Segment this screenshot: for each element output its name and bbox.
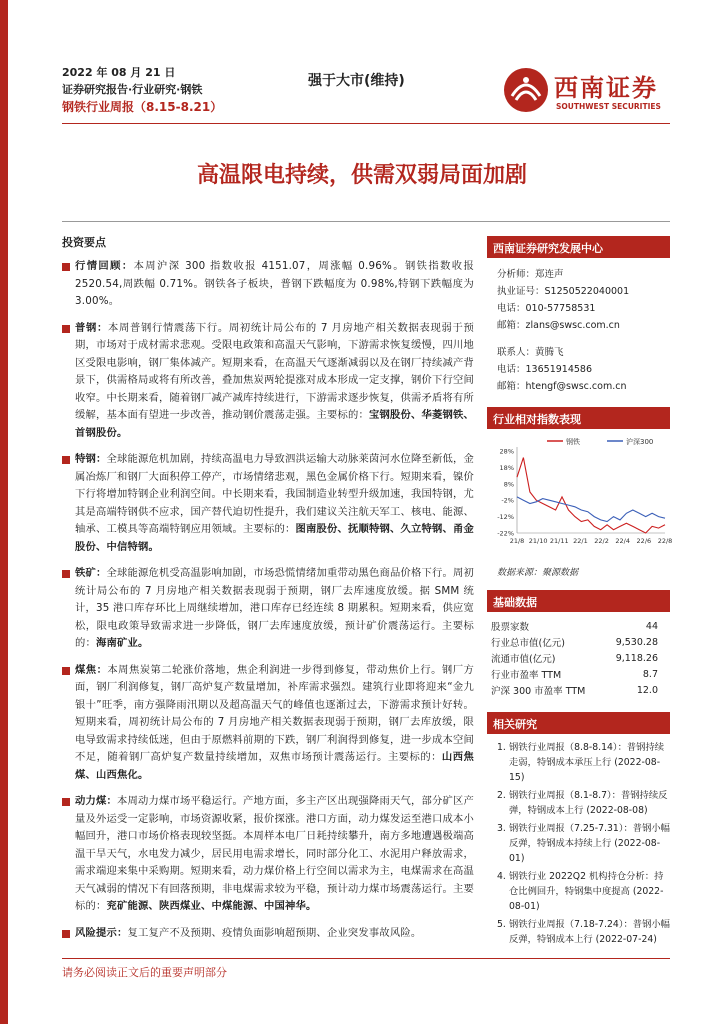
paragraph-label: 普钢： — [75, 321, 108, 334]
weekly-title: 钢铁行业周报（8.15-8.21） — [62, 100, 223, 114]
analyst-field-label: 分析师： — [497, 269, 536, 280]
related-num: 1. — [497, 742, 506, 753]
contact-info — [487, 344, 670, 395]
title-divider — [62, 221, 670, 222]
series-line — [517, 458, 665, 533]
x-tick-label: 21/10 — [528, 537, 548, 545]
paragraph-list — [62, 258, 474, 942]
related-item — [497, 788, 670, 818]
related-num: 2. — [497, 790, 506, 801]
paragraph-body: 本周动力煤市场平稳运行。产地方面，多主产区出现强降雨天气，部分矿区产量及外运受一定影响，市场资源收紧，报价探涨。港口方面，动力煤发运至港口成本小幅回升，港口市场价格表现较坚挺。本周样本电厂日耗持续攀升，南方多地遭遇极端高温干旱天气，水电发力减少，居民用电需求增长，同时部分化工、水泥用户释放需求，需求端迎来集中采购期。短期来看，动力煤价格上行空间以需求为主，电煤需求在高温天气减弱的情况下有回落预期，非电煤需求较为平稳，预计动力煤市场震荡运行。主要标的： — [75, 795, 474, 912]
x-tick-label: 22/6 — [636, 537, 652, 545]
logo-cn: 西南证券 — [554, 73, 658, 102]
paragraph-targets: 兖矿能源、陕西煤业、中煤能源、中国神华。 — [106, 900, 317, 912]
basic-data-value: 44 — [645, 620, 658, 632]
basic-data-value: 8.7 — [642, 668, 658, 680]
index-chart-svg — [487, 433, 673, 553]
paragraph-label: 煤焦： — [75, 663, 108, 676]
basic-data-label: 流通市值(亿元) — [491, 654, 556, 665]
contact-field-value: 黄腾飞 — [535, 347, 564, 358]
basic-data-row — [487, 666, 670, 682]
highlight-paragraph — [62, 451, 474, 556]
contact-field-value: 13651914586 — [525, 364, 593, 375]
contact-field — [487, 361, 670, 378]
legend-label: 沪深300 — [626, 438, 654, 446]
report-type: 证券研究报告·行业研究·钢铁 — [62, 83, 203, 96]
highlight-paragraph — [62, 565, 474, 653]
paragraph-label: 特钢： — [75, 453, 107, 465]
related-research-bar: 相关研究 — [487, 712, 670, 734]
y-tick-label: -12% — [497, 513, 514, 522]
y-tick-label: -22% — [497, 529, 514, 538]
bullet-icon — [62, 456, 70, 464]
main-content — [62, 234, 474, 951]
x-tick-label: 22/2 — [594, 537, 609, 545]
y-tick-label: 8% — [503, 480, 514, 489]
contact-field-label: 电话： — [497, 364, 526, 375]
analyst-field-label: 电话： — [497, 303, 526, 314]
bullet-icon — [62, 798, 70, 806]
paragraph-text — [75, 320, 474, 443]
paragraph-body: 全球能源危机受高温影响加剧，市场恐慌情绪加重带动黑色商品价格下行。周初统计局公布的 7 月房地产相关数据表现弱于预期，钢厂去库速度放缓。据 SMM 统计，35 港口库存环比上周继续增加，港口库存已经连续 8 期累积。短期来看，供应宽松，限电政策导致需求进一步降低，钢厂去库速度放缓，预计矿价震荡运行。主要标的： — [75, 567, 474, 649]
legend-label: 钢铁 — [566, 438, 580, 446]
research-center-bar: 西南证券研究发展中心 — [487, 236, 670, 258]
analyst-field — [487, 317, 670, 334]
related-item — [497, 821, 670, 866]
basic-data-value: 12.0 — [636, 684, 658, 696]
related-research-list — [487, 740, 670, 947]
basic-data-row — [487, 634, 670, 650]
paragraph-body: 复工复产不及预期、疫情负面影响超预期、企业突发事故风险。 — [127, 926, 422, 939]
paragraph-text — [75, 565, 474, 653]
header-divider — [62, 123, 670, 124]
rating: 强于大市(维持) — [308, 73, 405, 89]
x-tick-label: 22/8 — [657, 537, 673, 545]
related-text[interactable]: 钢铁行业周报（8.8-8.14）：普钢持续走弱，特钢成本承压上行 (2022-08-15) — [509, 742, 665, 783]
bullet-icon — [62, 930, 70, 938]
basic-data-label: 股票家数 — [491, 622, 530, 633]
related-text[interactable]: 钢铁行业 2022Q2 机构持仓分析：持仓比例回升，特钢集中度提高 (2022-08-01) — [509, 871, 664, 912]
paragraph-text — [75, 925, 421, 943]
bullet-icon — [62, 263, 70, 271]
contact-field-label: 联系人： — [497, 347, 536, 358]
left-accent-bar — [0, 0, 8, 1024]
analyst-field — [487, 283, 670, 300]
paragraph-label: 风险提示： — [75, 926, 128, 939]
related-text[interactable]: 钢铁行业周报（7.18-7.24）：普钢小幅反弹，特钢成本上行 (2022-07-24) — [509, 919, 670, 945]
basic-data-row — [487, 650, 670, 666]
highlight-paragraph — [62, 258, 474, 311]
basic-data-value: 9,530.28 — [615, 636, 658, 648]
contact-field — [487, 344, 670, 361]
highlight-paragraph — [62, 662, 474, 785]
paragraph-label: 铁矿： — [75, 567, 107, 579]
basic-data-row — [487, 682, 670, 698]
related-item — [497, 917, 670, 947]
highlight-paragraph — [62, 320, 474, 443]
paragraph-body: 本周沪深 300 指数收报 4151.07，周涨幅 0.96%。钢铁指数收报 2520.54,周跌幅 0.71%。钢铁各子板块，普钢下跌幅度为 0.98%,特钢下跌幅度为 3.00%。 — [75, 260, 474, 307]
bullet-icon — [62, 667, 70, 675]
disclaimer-note: 请务必阅读正文后的重要声明部分 — [62, 966, 227, 979]
paragraph-text — [75, 258, 474, 311]
paragraph-label: 动力煤： — [75, 795, 117, 807]
series-line — [517, 497, 665, 522]
x-tick-label: 21/8 — [509, 537, 525, 545]
y-tick-label: 18% — [499, 463, 514, 472]
analyst-field — [487, 300, 670, 317]
y-tick-label: 28% — [499, 447, 514, 456]
report-date: 2022 年 08 月 21 日 — [62, 66, 176, 79]
basic-data-label: 行业总市值(亿元) — [491, 638, 565, 649]
analyst-field-label: 执业证号： — [497, 286, 545, 297]
basic-data-value: 9,118.26 — [615, 652, 658, 664]
basic-data-label: 沪深 300 市盈率 TTM — [491, 686, 586, 697]
paragraph-targets: 图南股份、抚顺特钢、久立特钢、甬金股份、中信特钢。 — [75, 523, 474, 553]
sidebar — [487, 236, 673, 950]
basic-data-table — [487, 618, 670, 698]
analyst-info — [487, 266, 670, 334]
paragraph-targets: 山西焦煤、山西焦化。 — [75, 751, 474, 781]
report-title: 高温限电持续，供需双弱局面加剧 — [196, 163, 527, 188]
paragraph-text — [75, 662, 474, 785]
investment-highlights-heading: 投资要点 — [62, 236, 106, 249]
index-performance-bar: 行业相对指数表现 — [487, 407, 670, 429]
contact-field-value: htengf@swsc.com.cn — [525, 381, 627, 392]
company-logo — [500, 62, 675, 120]
related-text[interactable]: 钢铁行业周报（7.25-7.31）：普钢小幅反弹，特钢成本持续上行 (2022-08-01) — [509, 823, 670, 864]
paragraph-targets: 宝钢股份、华菱钢铁、首钢股份。 — [75, 409, 474, 439]
x-tick-label: 21/11 — [549, 537, 569, 545]
contact-field-label: 邮箱： — [497, 381, 526, 392]
basic-data-label: 行业市盈率 TTM — [491, 670, 562, 681]
logo-emblem-icon — [502, 66, 550, 114]
analyst-field-value: S1250522040001 — [544, 286, 630, 297]
paragraph-text — [75, 793, 474, 916]
paragraph-body: 本周焦炭第二轮涨价落地，焦企利润进一步得到修复，带动焦价上行。钢厂方面，钢厂利润修复，钢厂高炉复产数量增加，补库需求强烈。建筑行业即将迎来“金九银十”旺季，南方强降雨汛期以及超高温天气的峰值也逐渐过去，下游需求预计好转。短期来看，周初统计局公布的 7 月房地产相关数据表现弱于预期，钢厂去库放缓，限电导致需求持续低迷，但由于原燃料前期的下跌，钢厂利润得到修复，进一步成本空间不足，随着钢厂高炉复产数量持续增加，双焦市场预计震荡运行。主要标的： — [75, 663, 474, 763]
x-tick-label: 22/1 — [573, 537, 588, 545]
paragraph-body: 本周普钢行情震荡下行。周初统计局公布的 7 月房地产相关数据表现弱于预期，市场对于成材需求悲观。受限电政策和高温天气影响，下游需求恢复缓慢，四川地区受限电影响，钢厂集体减产。短期来看，在高温天气逐渐减弱以及在钢厂持续减产背景下，供需格局或将有所改善，叠加焦炭两轮提涨对成本形成一定支撑，钢价下行空间收窄。中长期来看，随着钢厂减产减库持续进行，下游需求逐步恢复，供需矛盾将有所缓解，基本面有望进一步改善，推动钢价震荡走强。主要标的： — [75, 321, 474, 421]
related-item — [497, 740, 670, 785]
paragraph-body: 全球能源危机加剧，持续高温电力导致泗洪运输大动脉莱茵河水位降至新低，金属冶炼厂和钢厂大面积停工停产，市场情绪悲观，黑色金属价格下行。短期来看，镍价下行将增加特钢企业利润空间。中长期来看，我国制造业转型升级加速，我国特钢，尤其是高端特钢供不应求，国产替代迫切性提升，我们建议关注航天军工、核电、能源、轴承、工模具等高端特钢应用领域。主要标的： — [75, 453, 474, 535]
x-tick-label: 22/4 — [615, 537, 631, 545]
y-tick-label: -2% — [501, 496, 514, 505]
basic-data-row — [487, 618, 670, 634]
contact-field — [487, 378, 670, 395]
related-num: 5. — [497, 919, 506, 930]
data-source: 数据来源：聚源数据 — [497, 568, 579, 578]
logo-en: SOUTHWEST SECURITIES — [556, 102, 661, 111]
analyst-field-value: zlans@swsc.com.cn — [525, 320, 620, 331]
footer-divider — [62, 958, 670, 959]
bullet-icon — [62, 325, 70, 333]
analyst-field-label: 邮箱： — [497, 320, 526, 331]
analyst-field — [487, 266, 670, 283]
related-num: 3. — [497, 823, 506, 834]
index-chart — [487, 433, 673, 553]
paragraph-text — [75, 451, 474, 556]
basic-data-bar: 基础数据 — [487, 590, 670, 612]
analyst-field-value: 郑连声 — [535, 269, 564, 280]
highlight-paragraph — [62, 793, 474, 916]
paragraph-targets: 海南矿业。 — [96, 637, 149, 649]
highlight-paragraph — [62, 925, 474, 943]
paragraph-label: 行情回顾： — [75, 260, 134, 272]
bullet-icon — [62, 570, 70, 578]
related-num: 4. — [497, 871, 506, 882]
analyst-field-value: 010-57758531 — [525, 303, 596, 314]
related-item — [497, 869, 670, 914]
related-text[interactable]: 钢铁行业周报（8.1-8.7）：普钢持续反弹，特钢成本上行 (2022-08-08) — [509, 790, 668, 816]
